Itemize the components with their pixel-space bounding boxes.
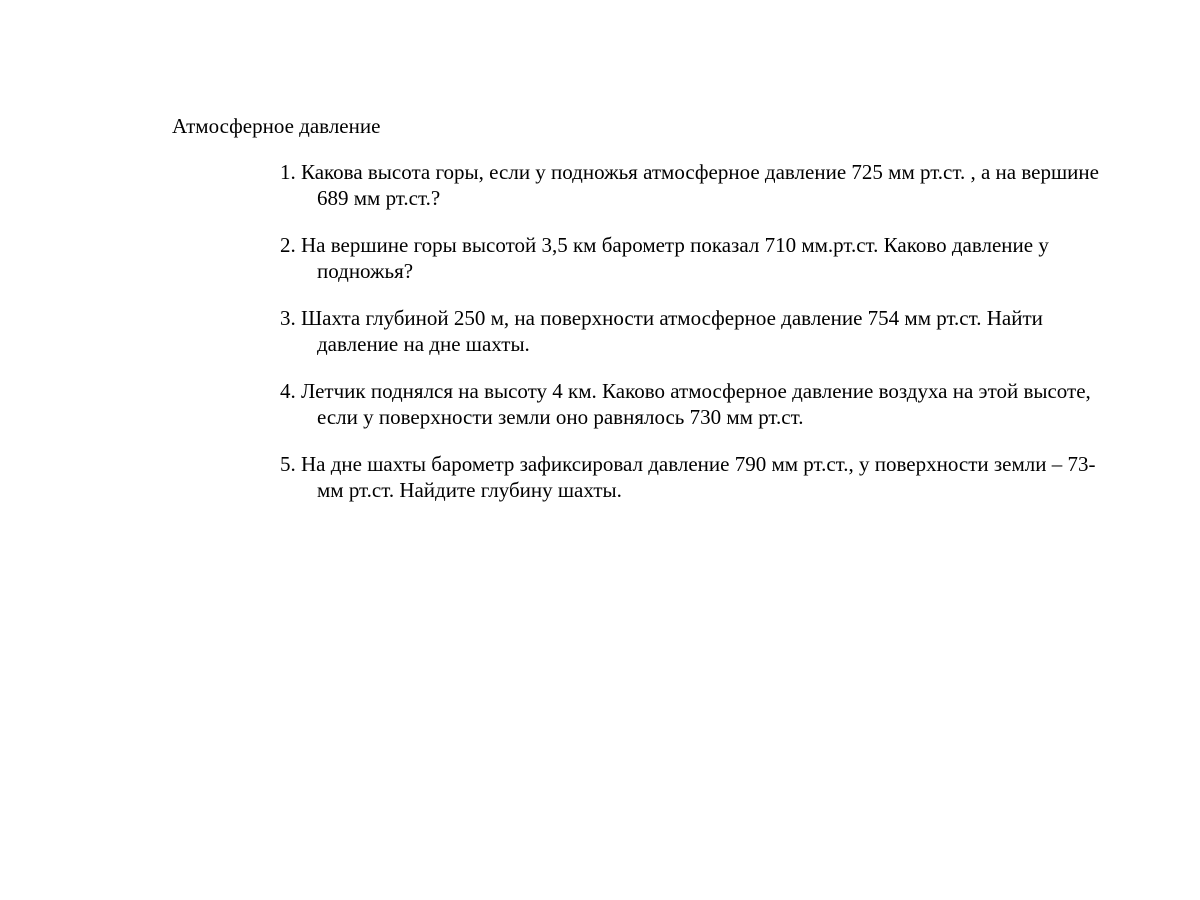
task-item-4 xyxy=(280,378,1120,430)
task-text: Летчик поднялся на высоту 4 км. Каково атмосферное давление воздуха на этой высоте, если у поверхности земли оно равнялось 730 мм рт.ст. xyxy=(301,379,1091,429)
task-text: Какова высота горы, если у подножья атмосферное давление 725 мм рт.ст. , а на вершине 689 мм рт.ст.? xyxy=(301,160,1099,210)
task-item-2 xyxy=(280,232,1120,284)
task-number: 1. xyxy=(280,160,296,184)
task-text: На дне шахты барометр зафиксировал давление 790 мм рт.ст., у поверхности земли – 73-мм рт.ст. Найдите глубину шахты. xyxy=(301,452,1096,502)
task-number: 4. xyxy=(280,379,296,403)
document-title: Атмосферное давление xyxy=(172,114,381,138)
task-item-3 xyxy=(280,305,1120,357)
task-item-5 xyxy=(280,451,1120,503)
task-number: 3. xyxy=(280,306,296,330)
task-item-1 xyxy=(280,159,1120,211)
task-list xyxy=(280,159,1120,524)
task-text: Шахта глубиной 250 м, на поверхности атмосферное давление 754 мм рт.ст. Найти давление на дне шахты. xyxy=(301,306,1043,356)
task-number: 2. xyxy=(280,233,296,257)
task-text: На вершине горы высотой 3,5 км барометр показал 710 мм.рт.ст. Каково давление у подножья? xyxy=(301,233,1049,283)
task-number: 5. xyxy=(280,452,296,476)
